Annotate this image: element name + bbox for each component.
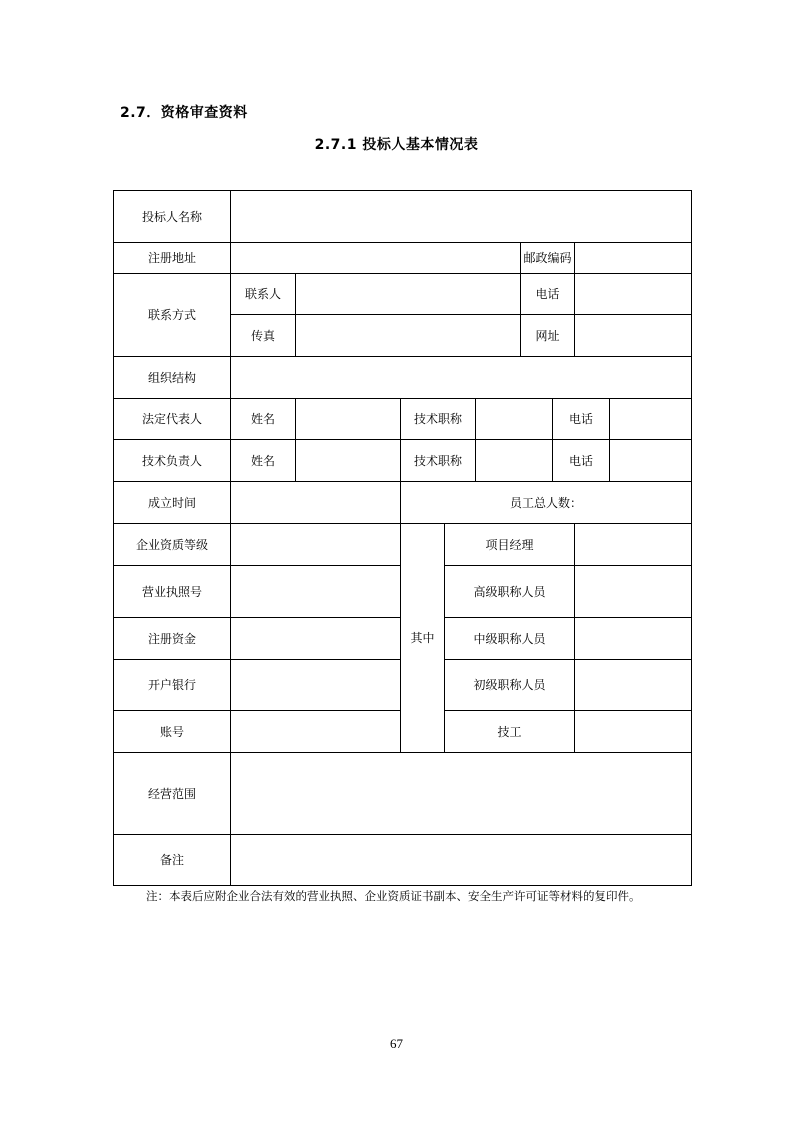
value-business-scope[interactable] [231, 753, 692, 835]
label-business-license: 营业执照号 [114, 566, 231, 618]
label-website: 网址 [521, 315, 575, 357]
label-tech-lead-name: 姓名 [231, 440, 296, 482]
label-technician: 技工 [445, 711, 575, 753]
value-org-structure[interactable] [231, 357, 692, 399]
label-tech-lead-phone: 电话 [553, 440, 610, 482]
section-heading: 2.7．资格审查资料 [120, 105, 248, 121]
value-technician[interactable] [575, 711, 692, 753]
value-legal-rep-name[interactable] [296, 399, 401, 440]
label-senior-staff: 高级职称人员 [445, 566, 575, 618]
label-business-scope: 经营范围 [114, 753, 231, 835]
label-postal-code: 邮政编码 [521, 243, 575, 274]
value-contact-person[interactable] [296, 274, 521, 315]
value-project-manager[interactable] [575, 524, 692, 566]
value-junior-staff[interactable] [575, 660, 692, 711]
value-legal-rep-phone[interactable] [610, 399, 692, 440]
label-fax: 传真 [231, 315, 296, 357]
label-contact-method: 联系方式 [114, 274, 231, 357]
label-contact-phone: 电话 [521, 274, 575, 315]
value-fax[interactable] [296, 315, 521, 357]
value-postal-code[interactable] [575, 243, 692, 274]
value-legal-rep-title[interactable] [476, 399, 553, 440]
label-tech-lead: 技术负责人 [114, 440, 231, 482]
label-registered-capital: 注册资金 [114, 618, 231, 660]
value-senior-staff[interactable] [575, 566, 692, 618]
label-among-them: 其中 [401, 524, 445, 753]
value-bank[interactable] [231, 660, 401, 711]
label-legal-rep-phone: 电话 [553, 399, 610, 440]
value-mid-staff[interactable] [575, 618, 692, 660]
value-founded-time[interactable] [231, 482, 401, 524]
value-qualification-level[interactable] [231, 524, 401, 566]
value-bidder-name[interactable] [231, 191, 692, 243]
value-account[interactable] [231, 711, 401, 753]
table-footnote: 注：本表后应附企业合法有效的营业执照、企业资质证书副本、安全生产许可证等材料的复印件。 [146, 889, 641, 903]
label-legal-rep-title: 技术职称 [401, 399, 476, 440]
label-contact-person: 联系人 [231, 274, 296, 315]
label-tech-lead-title: 技术职称 [401, 440, 476, 482]
label-legal-rep-name: 姓名 [231, 399, 296, 440]
value-tech-lead-name[interactable] [296, 440, 401, 482]
value-registered-capital[interactable] [231, 618, 401, 660]
label-legal-rep: 法定代表人 [114, 399, 231, 440]
label-total-staff: 员工总人数： [401, 482, 692, 524]
label-project-manager: 项目经理 [445, 524, 575, 566]
label-bidder-name: 投标人名称 [114, 191, 231, 243]
label-founded-time: 成立时间 [114, 482, 231, 524]
page-number: 67 [390, 1036, 403, 1051]
label-remarks: 备注 [114, 835, 231, 886]
value-tech-lead-phone[interactable] [610, 440, 692, 482]
label-account: 账号 [114, 711, 231, 753]
value-registered-address[interactable] [231, 243, 521, 274]
value-contact-phone[interactable] [575, 274, 692, 315]
value-business-license[interactable] [231, 566, 401, 618]
label-mid-staff: 中级职称人员 [445, 618, 575, 660]
value-website[interactable] [575, 315, 692, 357]
label-bank: 开户银行 [114, 660, 231, 711]
table-title: 2.7.1 投标人基本情况表 [314, 137, 479, 153]
value-remarks[interactable] [231, 835, 692, 886]
label-org-structure: 组织结构 [114, 357, 231, 399]
label-registered-address: 注册地址 [114, 243, 231, 274]
value-tech-lead-title[interactable] [476, 440, 553, 482]
bidder-info-table [113, 190, 692, 886]
label-qualification-level: 企业资质等级 [114, 524, 231, 566]
label-junior-staff: 初级职称人员 [445, 660, 575, 711]
